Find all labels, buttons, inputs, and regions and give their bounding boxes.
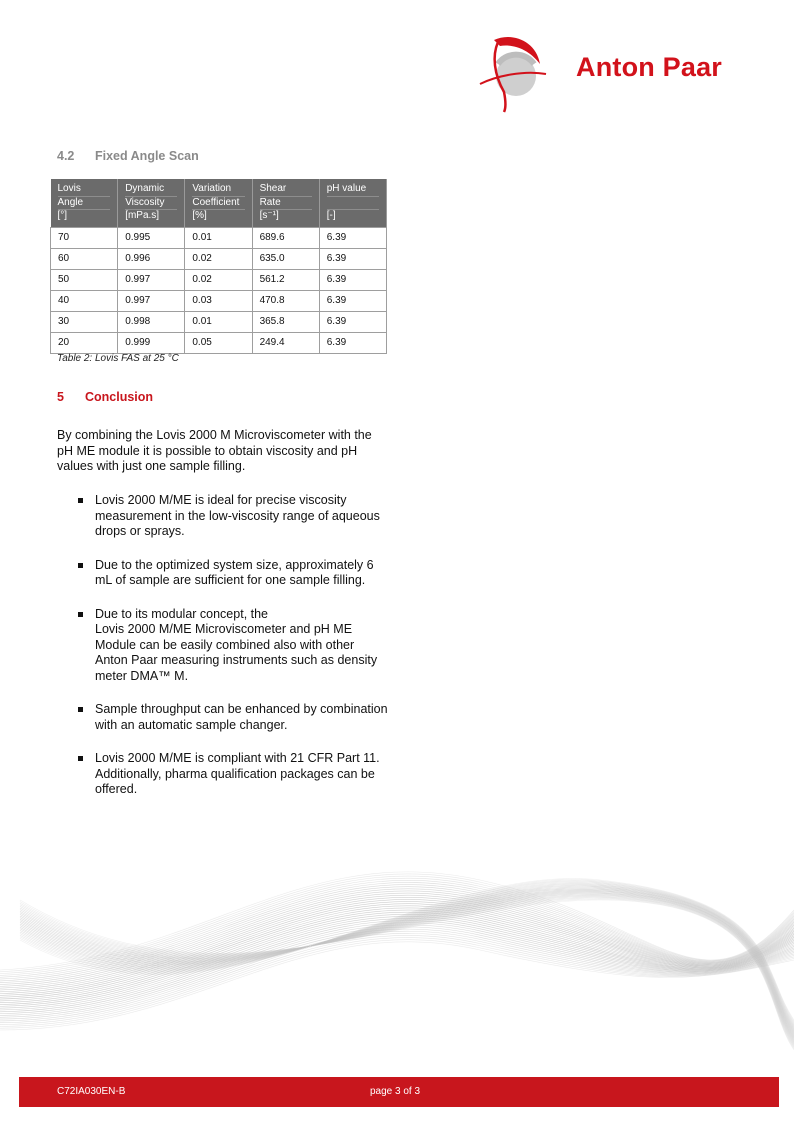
header-lovis-angle: Lovis Angle [°] (51, 179, 118, 227)
section-title: Fixed Angle Scan (95, 149, 199, 163)
list-item: Due to its modular concept, the Lovis 2000 M/ME Microviscometer and pH ME Module can be easily combined also with other Anton Paar measuring instruments such as density meter DMA™ M. (78, 607, 388, 685)
table-cell: 20 (51, 332, 118, 353)
table-cell: 249.4 (252, 332, 319, 353)
table-cell: 689.6 (252, 227, 319, 248)
page-footer (19, 1077, 779, 1107)
table-row (51, 248, 387, 269)
table-cell: 0.997 (118, 290, 185, 311)
table-cell: 0.02 (185, 269, 252, 290)
section-heading-conclusion (57, 390, 153, 404)
table-cell: 6.39 (319, 332, 386, 353)
list-item: Sample throughput can be enhanced by combination with an automatic sample changer. (78, 702, 388, 733)
table-cell: 30 (51, 311, 118, 332)
table-cell: 561.2 (252, 269, 319, 290)
table-cell: 0.03 (185, 290, 252, 311)
list-item: Lovis 2000 M/ME is compliant with 21 CFR Part 11. Additionally, pharma qualification packages can be offered. (78, 751, 388, 798)
table-row (51, 269, 387, 290)
table-row (51, 290, 387, 311)
header-ph-value: pH value [-] (319, 179, 386, 227)
section-title: Conclusion (85, 390, 154, 404)
section-heading-fixed-angle-scan (57, 149, 199, 163)
table-row (51, 311, 387, 332)
table-cell: 40 (51, 290, 118, 311)
section-number: 5 (57, 390, 64, 404)
brand-name: Anton Paar (576, 52, 723, 82)
table-row (51, 332, 387, 353)
table-cell: 6.39 (319, 227, 386, 248)
document-code: C72IA030EN-B (57, 1086, 126, 1097)
table-cell: 0.995 (118, 227, 185, 248)
table-cell: 0.997 (118, 269, 185, 290)
section-number: 4.2 (57, 149, 75, 163)
table-cell: 635.0 (252, 248, 319, 269)
table-cell: 470.8 (252, 290, 319, 311)
table-cell: 0.05 (185, 332, 252, 353)
header-dynamic-viscosity: Dynamic Viscosity [mPa.s] (118, 179, 185, 227)
conclusion-paragraph: By combining the Lovis 2000 M Microviscometer with the pH ME module it is possible to obtain viscosity and pH values with just one sample filling. (57, 428, 372, 473)
conclusion-bullet-list (78, 493, 388, 816)
table-cell: 50 (51, 269, 118, 290)
table-row (51, 227, 387, 248)
table-cell: 60 (51, 248, 118, 269)
table-header-row (51, 179, 387, 227)
table-cell: 0.02 (185, 248, 252, 269)
table-cell: 0.999 (118, 332, 185, 353)
table-cell: 70 (51, 227, 118, 248)
table-cell: 0.01 (185, 227, 252, 248)
table-cell: 0.996 (118, 248, 185, 269)
table-cell: 6.39 (319, 269, 386, 290)
table-cell: 6.39 (319, 290, 386, 311)
table-cell: 0.01 (185, 311, 252, 332)
header-variation-coefficient: Variation Coefficient [%] (185, 179, 252, 227)
table-caption: Table 2: Lovis FAS at 25 °C (57, 353, 179, 364)
list-item: Lovis 2000 M/ME is ideal for precise viscosity measurement in the low-viscosity range of aqueous drops or sprays. (78, 493, 388, 540)
table-cell: 6.39 (319, 311, 386, 332)
decorative-wave-graphic (0, 820, 794, 1070)
list-item: Due to the optimized system size, approximately 6 mL of sample are sufficient for one sample filling. (78, 558, 388, 589)
page-number: page 3 of 3 (370, 1086, 421, 1097)
table-cell: 0.998 (118, 311, 185, 332)
table-cell: 365.8 (252, 311, 319, 332)
table-cell: 6.39 (319, 248, 386, 269)
fixed-angle-scan-table (50, 179, 387, 354)
header-shear-rate: Shear Rate [s⁻¹] (252, 179, 319, 227)
